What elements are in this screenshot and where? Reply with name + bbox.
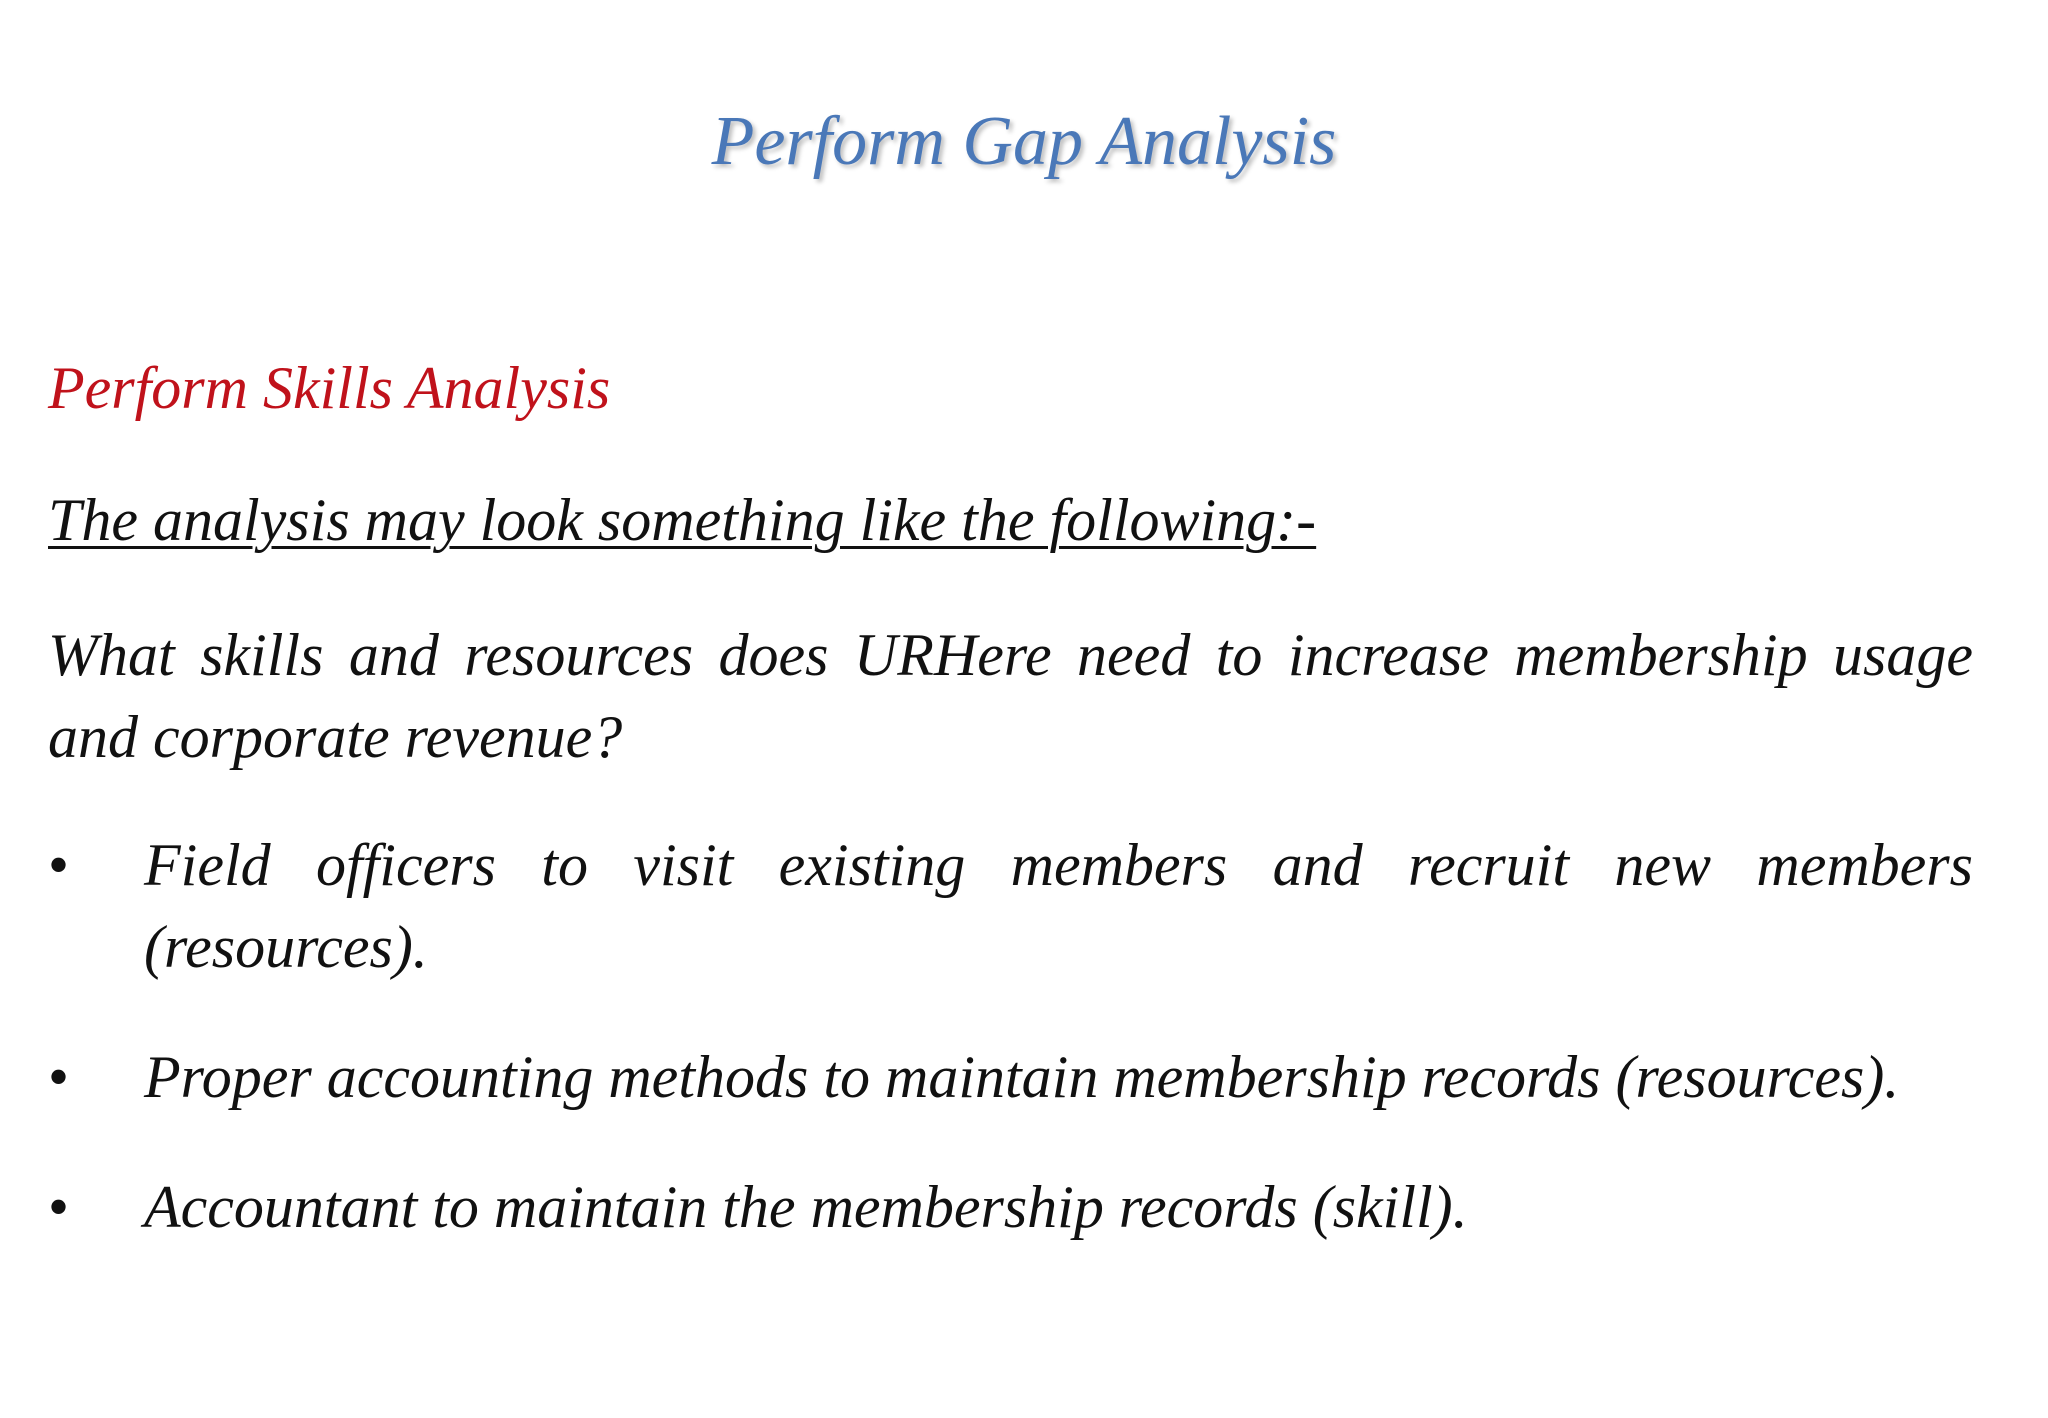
bullet-item xyxy=(48,824,1973,988)
bullet-list xyxy=(48,824,1973,1296)
intro-line: The analysis may look something like the following:- xyxy=(48,487,1317,553)
bullet-text: Accountant to maintain the membership records (skill). xyxy=(144,1174,1468,1240)
bullet-item xyxy=(48,1036,1973,1118)
bullet-icon: • xyxy=(48,832,70,898)
slide-title: Perform Gap Analysis xyxy=(711,103,1337,180)
bullet-icon: • xyxy=(48,1174,70,1240)
bullet-icon: • xyxy=(48,1044,70,1110)
section-subtitle: Perform Skills Analysis xyxy=(48,355,611,421)
bullet-item xyxy=(48,1166,1973,1248)
bullet-text: Proper accounting methods to maintain membership records (resources). xyxy=(144,1044,1900,1110)
question-paragraph: What skills and resources does URHere need to increase membership usage and corporate revenue? xyxy=(48,622,1973,770)
bullet-text: Field officers to visit existing members and recruit new members (resources). xyxy=(144,832,1973,980)
